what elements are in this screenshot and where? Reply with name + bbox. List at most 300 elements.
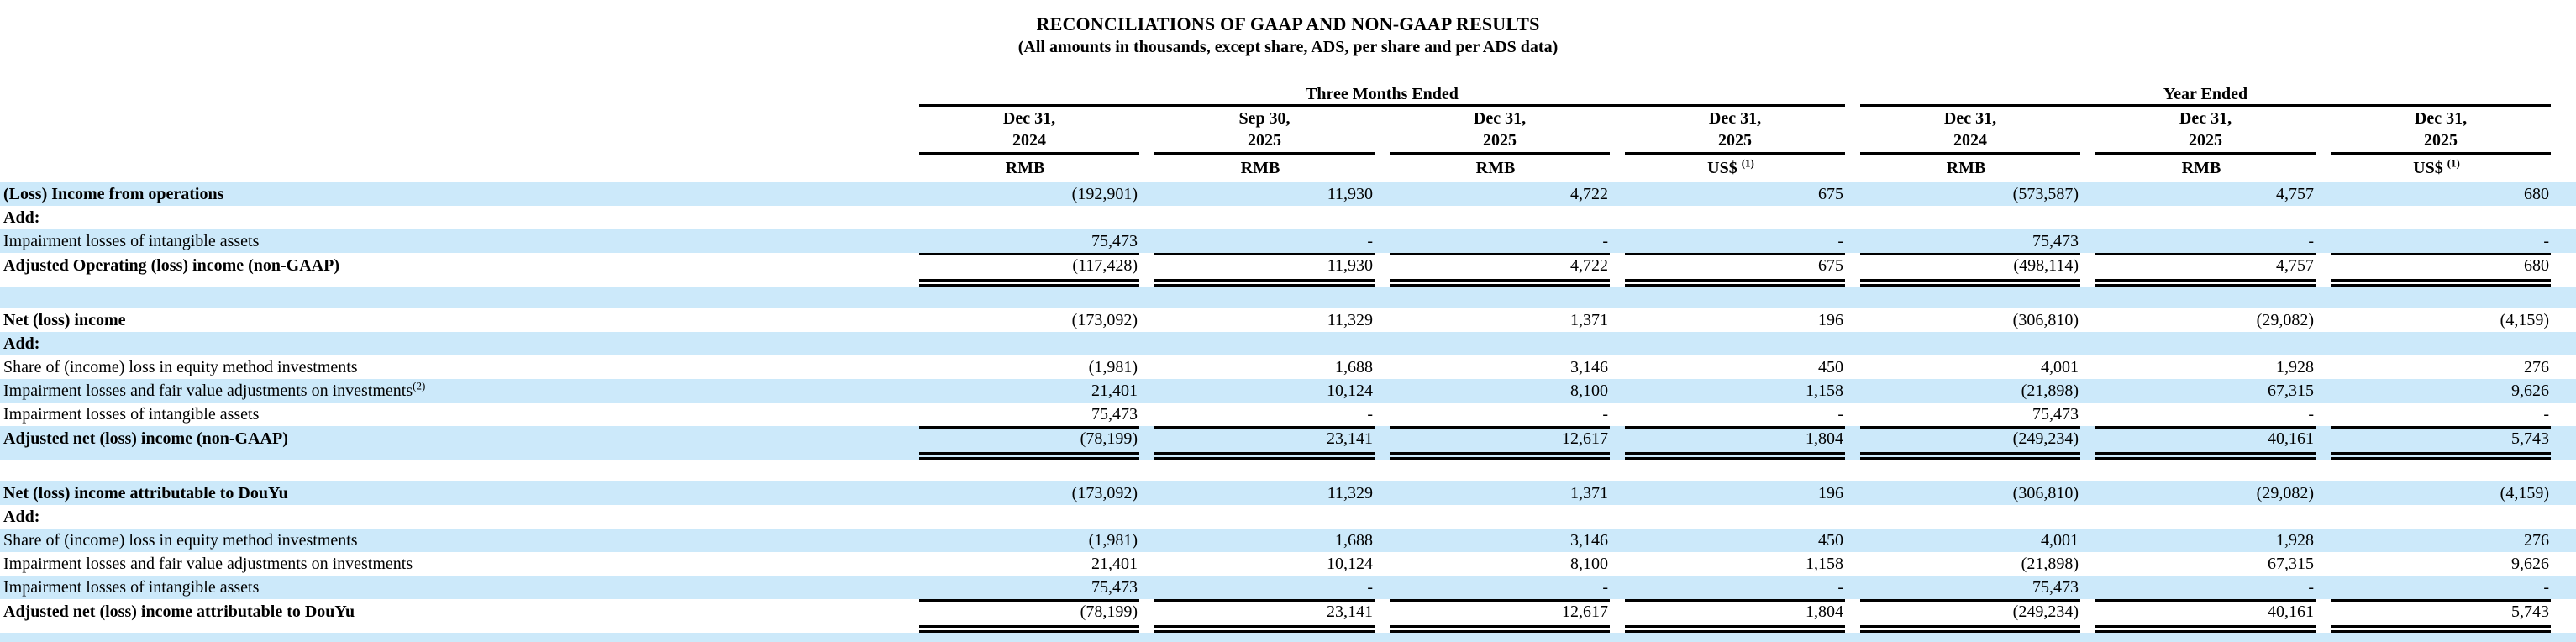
value-text: 1,371 bbox=[1570, 484, 1608, 503]
value-cell bbox=[2319, 355, 2554, 379]
value-text: (192,901) bbox=[1071, 185, 1138, 203]
value-cell bbox=[2319, 505, 2554, 529]
value-cell bbox=[907, 332, 1143, 355]
row-label bbox=[0, 332, 907, 355]
row-label bbox=[0, 505, 907, 529]
value-cell bbox=[1378, 426, 1613, 460]
value-text: 75,473 bbox=[1860, 229, 2080, 255]
value-cell bbox=[1848, 379, 2084, 403]
table-spacer-row bbox=[0, 460, 2576, 482]
table-header-group-row bbox=[0, 84, 2576, 107]
value-cell bbox=[907, 505, 1143, 529]
value-cell bbox=[1143, 355, 1378, 379]
value-cell bbox=[2084, 206, 2319, 229]
value-cell bbox=[1378, 206, 1613, 229]
date-column-header bbox=[1860, 107, 2080, 155]
value-text: (117,428) bbox=[919, 253, 1139, 287]
value-cell bbox=[2319, 229, 2554, 255]
value-text: (1,981) bbox=[1088, 358, 1138, 376]
value-cell bbox=[907, 552, 1143, 576]
currency-column-cell bbox=[1378, 155, 1613, 182]
value-text: (29,082) bbox=[2256, 484, 2314, 503]
value-cell bbox=[2319, 599, 2554, 633]
currency-label bbox=[1378, 155, 1613, 182]
value-text: 4,757 bbox=[2095, 253, 2316, 287]
table-row bbox=[0, 206, 2576, 229]
value-text: (306,810) bbox=[2012, 311, 2079, 329]
value-text: (78,199) bbox=[919, 426, 1139, 460]
value-text: 675 bbox=[1818, 185, 1843, 203]
document-header bbox=[0, 0, 2576, 84]
value-text: 75,473 bbox=[919, 576, 1139, 602]
year-line: 2024 bbox=[1953, 131, 1987, 150]
value-cell bbox=[1613, 505, 1848, 529]
date-line: Dec 31, bbox=[1002, 109, 1056, 128]
spacer-cell bbox=[0, 460, 2576, 482]
value-text: - bbox=[1390, 403, 1610, 429]
row-label-cell bbox=[0, 426, 907, 460]
value-text: 67,315 bbox=[2268, 555, 2314, 573]
value-text: 675 bbox=[1625, 253, 1845, 287]
value-text: - bbox=[2331, 576, 2551, 602]
row-label-text: Impairment losses and fair value adjustments on investments bbox=[3, 555, 413, 573]
value-text: 3,146 bbox=[1570, 531, 1608, 550]
currency-label bbox=[1848, 155, 2084, 182]
value-cell bbox=[1613, 482, 1848, 505]
value-text bbox=[1860, 505, 2080, 529]
value-cell bbox=[1143, 552, 1378, 576]
header-label-spacer bbox=[0, 155, 907, 182]
value-cell bbox=[1613, 182, 1848, 206]
value-text: (78,199) bbox=[919, 599, 1139, 633]
currency-column-cell bbox=[1143, 155, 1378, 182]
value-text: 1,804 bbox=[1625, 599, 1845, 633]
value-cell bbox=[1143, 308, 1378, 332]
value-cell bbox=[1848, 552, 2084, 576]
row-label bbox=[0, 229, 907, 253]
value-text: - bbox=[1625, 403, 1845, 429]
value-text bbox=[1860, 332, 2080, 355]
value-cell bbox=[1848, 253, 2084, 287]
table-spacer-row bbox=[0, 633, 2576, 642]
value-text: (173,092) bbox=[1071, 484, 1138, 503]
value-cell bbox=[2084, 482, 2319, 505]
value-text bbox=[1154, 206, 1375, 229]
value-text: 23,141 bbox=[1154, 426, 1375, 460]
value-cell bbox=[1848, 599, 2084, 633]
value-cell bbox=[1613, 253, 1848, 287]
table-header-dates-row bbox=[0, 107, 2576, 155]
value-cell bbox=[1613, 552, 1848, 576]
value-text: - bbox=[2331, 229, 2551, 255]
value-text: 1,928 bbox=[2276, 531, 2314, 550]
value-cell bbox=[1613, 576, 1848, 602]
value-text bbox=[1390, 206, 1610, 229]
value-cell bbox=[1143, 426, 1378, 460]
value-text: 10,124 bbox=[1327, 555, 1373, 573]
column-group-label: Year Ended bbox=[1860, 84, 2551, 107]
row-label-cell bbox=[0, 552, 907, 576]
value-cell bbox=[907, 355, 1143, 379]
value-text: 75,473 bbox=[919, 403, 1139, 429]
value-cell bbox=[907, 482, 1143, 505]
value-cell bbox=[1143, 403, 1378, 429]
row-label bbox=[0, 552, 907, 576]
table-row bbox=[0, 308, 2576, 332]
row-label-text: Net (loss) income bbox=[3, 311, 126, 329]
value-cell bbox=[2084, 403, 2319, 429]
value-text: - bbox=[2095, 576, 2316, 602]
row-label-cell bbox=[0, 229, 907, 255]
value-cell bbox=[1378, 355, 1613, 379]
value-text: 276 bbox=[2524, 531, 2549, 550]
row-label-cell bbox=[0, 308, 907, 332]
value-cell bbox=[1143, 206, 1378, 229]
value-cell bbox=[1848, 206, 2084, 229]
value-cell bbox=[2319, 552, 2554, 576]
value-cell bbox=[1613, 355, 1848, 379]
table-row bbox=[0, 505, 2576, 529]
currency-text: RMB bbox=[1946, 159, 1986, 177]
currency-column-cell bbox=[2319, 155, 2554, 182]
date-line: Dec 31, bbox=[2414, 109, 2468, 128]
value-text: (498,114) bbox=[1860, 253, 2080, 287]
row-label-text: Net (loss) income attributable to DouYu bbox=[3, 484, 288, 503]
table-row bbox=[0, 355, 2576, 379]
value-text: 75,473 bbox=[919, 229, 1139, 255]
date-column-header bbox=[1390, 107, 1610, 155]
value-text: - bbox=[2095, 229, 2316, 255]
value-text: 196 bbox=[1818, 311, 1843, 329]
value-cell bbox=[1378, 482, 1613, 505]
value-cell bbox=[1848, 505, 2084, 529]
date-column-cell bbox=[1143, 107, 1378, 155]
table-row bbox=[0, 552, 2576, 576]
value-cell bbox=[2084, 182, 2319, 206]
spacer-cell bbox=[0, 287, 2576, 308]
currency-text: RMB bbox=[2181, 159, 2221, 177]
value-cell bbox=[907, 403, 1143, 429]
column-group-cell bbox=[907, 84, 1848, 107]
value-cell bbox=[1378, 599, 1613, 633]
value-text bbox=[1390, 505, 1610, 529]
document-title: RECONCILIATIONS OF GAAP AND NON-GAAP RESULTS bbox=[1036, 13, 1540, 34]
value-cell bbox=[2319, 206, 2554, 229]
date-column-cell bbox=[2319, 107, 2554, 155]
value-cell bbox=[1613, 229, 1848, 255]
value-text: 196 bbox=[1818, 484, 1843, 503]
year-line: 2025 bbox=[1483, 131, 1517, 150]
value-cell bbox=[1143, 229, 1378, 255]
value-cell bbox=[1143, 529, 1378, 552]
row-label-text: Share of (income) loss in equity method investments bbox=[3, 358, 358, 376]
row-label bbox=[0, 182, 907, 206]
value-cell bbox=[1848, 308, 2084, 332]
value-text: 11,329 bbox=[1327, 311, 1373, 329]
table-total-row bbox=[0, 253, 2576, 287]
header-label-spacer bbox=[0, 107, 907, 155]
value-cell bbox=[1848, 355, 2084, 379]
date-column-cell bbox=[1613, 107, 1848, 155]
value-cell bbox=[1613, 308, 1848, 332]
value-cell bbox=[907, 308, 1143, 332]
date-column-cell bbox=[1378, 107, 1613, 155]
row-label bbox=[0, 529, 907, 552]
row-label bbox=[0, 426, 907, 451]
value-cell bbox=[1378, 576, 1613, 602]
currency-label bbox=[2319, 155, 2554, 182]
value-cell bbox=[1378, 229, 1613, 255]
table-row bbox=[0, 182, 2576, 206]
value-cell bbox=[1848, 576, 2084, 602]
date-line: Dec 31, bbox=[2179, 109, 2232, 128]
value-text: 1,688 bbox=[1335, 531, 1373, 550]
value-text: 40,161 bbox=[2095, 599, 2316, 633]
value-text: 5,743 bbox=[2331, 426, 2551, 460]
value-text: 1,928 bbox=[2276, 358, 2314, 376]
row-label bbox=[0, 482, 907, 505]
table-row bbox=[0, 332, 2576, 355]
year-line: 2025 bbox=[2424, 131, 2458, 150]
value-text bbox=[2331, 332, 2551, 355]
value-cell bbox=[2319, 529, 2554, 552]
date-column-cell bbox=[2084, 107, 2319, 155]
value-text: 11,930 bbox=[1154, 253, 1375, 287]
value-text: 11,930 bbox=[1327, 185, 1373, 203]
row-label-cell bbox=[0, 182, 907, 206]
value-cell bbox=[907, 379, 1143, 403]
value-cell bbox=[2319, 182, 2554, 206]
table-total-row bbox=[0, 599, 2576, 633]
currency-footnote-marker: (1) bbox=[2447, 156, 2460, 170]
reconciliation-table bbox=[0, 84, 2576, 642]
value-cell bbox=[1613, 529, 1848, 552]
date-column-cell bbox=[907, 107, 1143, 155]
value-text: 3,146 bbox=[1570, 358, 1608, 376]
value-text: 1,158 bbox=[1806, 382, 1843, 400]
value-cell bbox=[1378, 379, 1613, 403]
table-row bbox=[0, 576, 2576, 599]
value-text bbox=[919, 206, 1139, 229]
value-text bbox=[1625, 505, 1845, 529]
value-text: - bbox=[1625, 229, 1845, 255]
value-text: (4,159) bbox=[2500, 484, 2549, 503]
value-text bbox=[2331, 505, 2551, 529]
table-spacer-row bbox=[0, 287, 2576, 308]
value-text bbox=[2095, 505, 2316, 529]
value-cell bbox=[1613, 206, 1848, 229]
value-text: 12,617 bbox=[1390, 599, 1610, 633]
value-text: (4,159) bbox=[2500, 311, 2549, 329]
value-text: 8,100 bbox=[1570, 382, 1608, 400]
value-cell bbox=[1848, 229, 2084, 255]
currency-label bbox=[1613, 155, 1848, 182]
row-label-text: Add: bbox=[3, 208, 40, 227]
value-text: (249,234) bbox=[1860, 599, 2080, 633]
date-column-cell bbox=[1848, 107, 2084, 155]
date-column-header bbox=[1625, 107, 1845, 155]
currency-label bbox=[1143, 155, 1378, 182]
column-group-cell bbox=[1848, 84, 2554, 107]
value-text: 75,473 bbox=[1860, 403, 2080, 429]
value-text: 1,371 bbox=[1570, 311, 1608, 329]
value-text bbox=[1860, 206, 2080, 229]
value-text: 1,158 bbox=[1806, 555, 1843, 573]
value-cell bbox=[2084, 379, 2319, 403]
currency-column-cell bbox=[1848, 155, 2084, 182]
date-line: Sep 30, bbox=[1238, 109, 1291, 128]
value-cell bbox=[1613, 599, 1848, 633]
row-label-text: Adjusted net (loss) income (non-GAAP) bbox=[3, 429, 288, 448]
value-text: - bbox=[1390, 229, 1610, 255]
value-cell bbox=[1378, 332, 1613, 355]
value-cell bbox=[1848, 529, 2084, 552]
value-text bbox=[1154, 332, 1375, 355]
value-text: (573,587) bbox=[2012, 185, 2079, 203]
value-text: - bbox=[1154, 403, 1375, 429]
value-text: (1,981) bbox=[1088, 531, 1138, 550]
value-text: 21,401 bbox=[1091, 555, 1138, 573]
value-cell bbox=[2319, 308, 2554, 332]
value-text: - bbox=[1154, 576, 1375, 602]
value-cell bbox=[907, 253, 1143, 287]
currency-text: RMB bbox=[1240, 159, 1280, 177]
currency-text: RMB bbox=[1475, 159, 1516, 177]
value-cell bbox=[2084, 552, 2319, 576]
date-column-header bbox=[2331, 107, 2551, 155]
date-column-header bbox=[919, 107, 1139, 155]
row-label-text: Add: bbox=[3, 334, 40, 353]
value-text: - bbox=[1390, 576, 1610, 602]
value-text: 680 bbox=[2524, 185, 2549, 203]
row-label bbox=[0, 403, 907, 426]
value-text: 450 bbox=[1818, 531, 1843, 550]
value-text: - bbox=[2331, 403, 2551, 429]
value-cell bbox=[1143, 182, 1378, 206]
row-label-cell bbox=[0, 379, 907, 403]
row-label-text: Adjusted Operating (loss) income (non-GAAP) bbox=[3, 256, 339, 275]
value-cell bbox=[1143, 505, 1378, 529]
value-text: 75,473 bbox=[1860, 576, 2080, 602]
currency-label bbox=[2084, 155, 2319, 182]
row-label bbox=[0, 253, 907, 278]
value-text: 4,722 bbox=[1570, 185, 1608, 203]
value-cell bbox=[2084, 599, 2319, 633]
value-cell bbox=[2319, 426, 2554, 460]
table-row bbox=[0, 529, 2576, 552]
value-text: (173,092) bbox=[1071, 311, 1138, 329]
value-cell bbox=[907, 599, 1143, 633]
value-text bbox=[2331, 206, 2551, 229]
value-text: 40,161 bbox=[2095, 426, 2316, 460]
value-cell bbox=[907, 182, 1143, 206]
value-text: - bbox=[1154, 229, 1375, 255]
value-text: (21,898) bbox=[2021, 555, 2079, 573]
value-cell bbox=[2084, 576, 2319, 602]
value-cell bbox=[1143, 482, 1378, 505]
value-text: (306,810) bbox=[2012, 484, 2079, 503]
value-text: 11,329 bbox=[1327, 484, 1373, 503]
value-cell bbox=[907, 206, 1143, 229]
row-label-cell bbox=[0, 355, 907, 379]
row-label bbox=[0, 308, 907, 332]
value-cell bbox=[1378, 403, 1613, 429]
row-label-text: Add: bbox=[3, 508, 40, 526]
value-cell bbox=[1378, 308, 1613, 332]
value-text: - bbox=[2095, 403, 2316, 429]
row-label-text: Impairment losses and fair value adjustments on investments bbox=[3, 382, 413, 400]
value-cell bbox=[2084, 355, 2319, 379]
value-cell bbox=[2084, 505, 2319, 529]
value-text: 4,001 bbox=[2041, 531, 2079, 550]
year-line: 2025 bbox=[1248, 131, 1281, 150]
spacer-cell bbox=[0, 633, 2576, 642]
value-text: 9,626 bbox=[2511, 555, 2549, 573]
date-column-header bbox=[2095, 107, 2316, 155]
row-label-cell bbox=[0, 576, 907, 602]
value-cell bbox=[2319, 253, 2554, 287]
value-cell bbox=[1143, 379, 1378, 403]
value-cell bbox=[1143, 332, 1378, 355]
value-cell bbox=[1143, 576, 1378, 602]
value-cell bbox=[907, 229, 1143, 255]
row-label-cell bbox=[0, 332, 907, 355]
row-label-cell bbox=[0, 505, 907, 529]
value-cell bbox=[2084, 332, 2319, 355]
value-text: - bbox=[1625, 576, 1845, 602]
value-cell bbox=[2319, 576, 2554, 602]
value-cell bbox=[1848, 332, 2084, 355]
row-label bbox=[0, 355, 907, 379]
value-cell bbox=[1378, 505, 1613, 529]
date-column-header bbox=[1154, 107, 1375, 155]
row-label-cell bbox=[0, 482, 907, 505]
year-line: 2024 bbox=[1012, 131, 1046, 150]
currency-text: US$ bbox=[2413, 159, 2443, 177]
row-label-text: (Loss) Income from operations bbox=[3, 185, 224, 203]
value-text: 10,124 bbox=[1327, 382, 1373, 400]
year-line: 2025 bbox=[1718, 131, 1752, 150]
value-cell bbox=[1378, 552, 1613, 576]
value-cell bbox=[2084, 229, 2319, 255]
date-line: Dec 31, bbox=[1943, 109, 1997, 128]
year-line: 2025 bbox=[2189, 131, 2222, 150]
value-text bbox=[1390, 332, 1610, 355]
value-cell bbox=[1848, 403, 2084, 429]
value-cell bbox=[1378, 253, 1613, 287]
value-cell bbox=[1143, 253, 1378, 287]
value-text: 67,315 bbox=[2268, 382, 2314, 400]
row-label-cell bbox=[0, 529, 907, 552]
document-subtitle: (All amounts in thousands, except share, ADS, per share and per ADS data) bbox=[1017, 38, 1559, 56]
value-cell bbox=[2084, 529, 2319, 552]
value-cell bbox=[1378, 529, 1613, 552]
value-cell bbox=[1848, 482, 2084, 505]
value-text: (249,234) bbox=[1860, 426, 2080, 460]
value-text: 450 bbox=[1818, 358, 1843, 376]
row-label bbox=[0, 599, 907, 624]
value-text: 4,757 bbox=[2276, 185, 2314, 203]
value-text: 4,722 bbox=[1390, 253, 1610, 287]
row-label-text: Adjusted net (loss) income attributable to DouYu bbox=[3, 603, 355, 621]
value-text bbox=[2095, 206, 2316, 229]
value-cell bbox=[2319, 332, 2554, 355]
date-line: Dec 31, bbox=[1473, 109, 1527, 128]
value-cell bbox=[2319, 403, 2554, 429]
value-text: 276 bbox=[2524, 358, 2549, 376]
value-text: 1,804 bbox=[1625, 426, 1845, 460]
value-text: 23,141 bbox=[1154, 599, 1375, 633]
